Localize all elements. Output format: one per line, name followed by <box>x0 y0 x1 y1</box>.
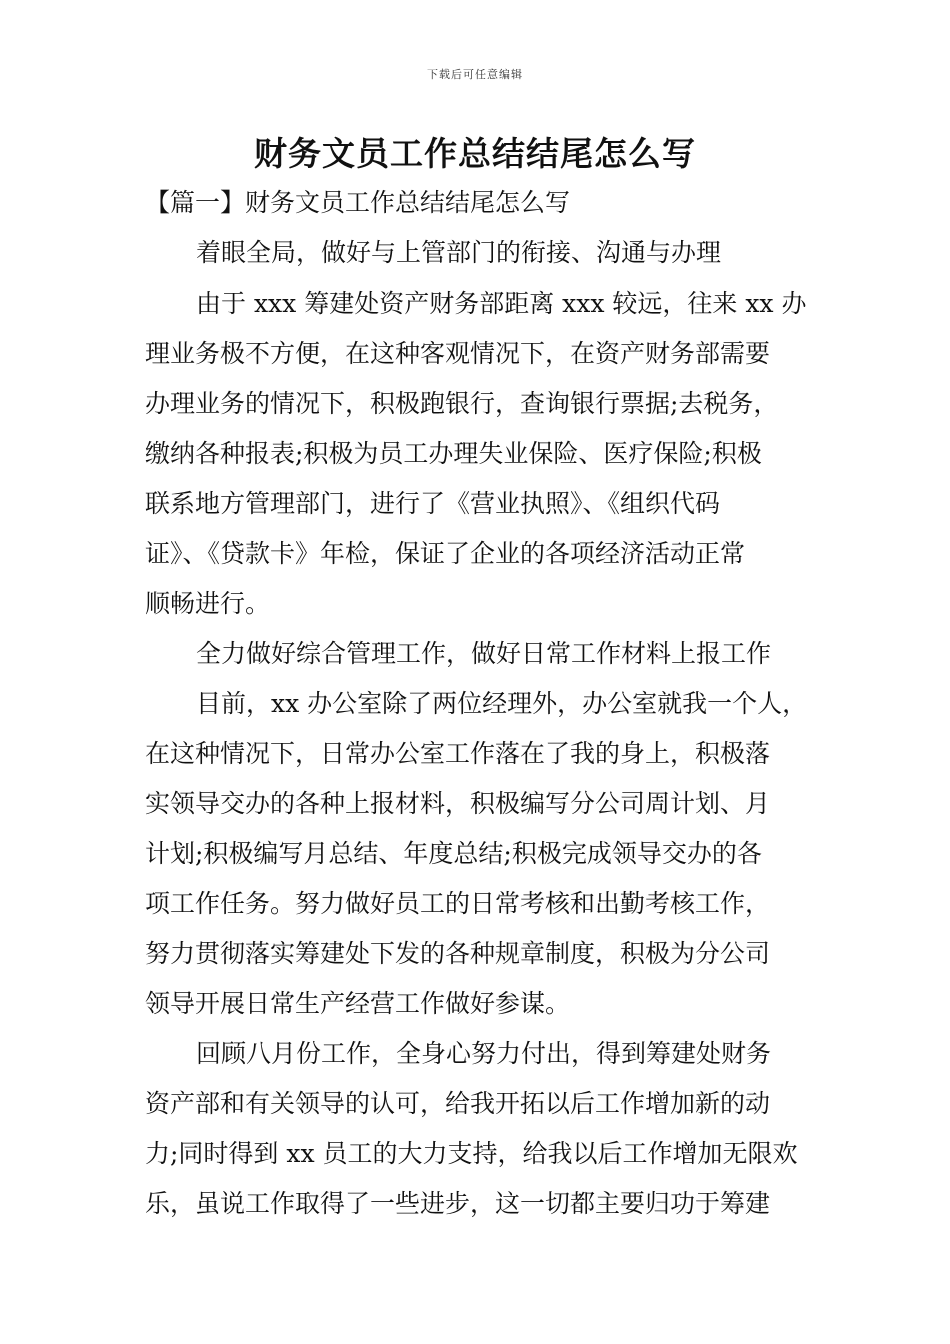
paragraph-line: 回顾八月份工作，全身心努力付出，得到筹建处财务 <box>196 1039 772 1068</box>
paragraph-line: 领导开展日常生产经营工作做好参谋。 <box>145 989 571 1018</box>
paragraph-line: 力;同时得到 xx 员工的大力支持，给我以后工作增加无限欢 <box>145 1139 798 1168</box>
paragraph-line: 联系地方管理部门，进行了《营业执照》、《组织代码 <box>145 489 721 518</box>
paragraph-line: 办理业务的情况下，积极跑银行，查询银行票据;去税务， <box>145 389 779 418</box>
paragraph-line: 计划;积极编写月总结、年度总结;积极完成领导交办的各 <box>145 839 762 868</box>
paragraph-line: 顺畅进行。 <box>145 589 271 618</box>
paragraph-line: 项工作任务。努力做好员工的日常考核和出勤考核工作， <box>145 889 771 918</box>
paragraph-line: 缴纳各种报表;积极为员工办理失业保险、医疗保险;积极 <box>145 439 762 468</box>
paragraph-line: 理业务极不方便，在这种客观情况下，在资产财务部需要 <box>145 339 771 368</box>
paragraph-line: 证》、《贷款卡》年检，保证了企业的各项经济活动正常 <box>145 539 746 568</box>
paragraph-line: 乐，虽说工作取得了一些进步，这一切都主要归功于筹建 <box>145 1189 771 1218</box>
paragraph-line: 全力做好综合管理工作，做好日常工作材料上报工作 <box>196 639 772 668</box>
paragraph-line: 资产部和有关领导的认可，给我开拓以后工作增加新的动 <box>145 1089 771 1118</box>
paragraph-line: 目前，xx 办公室除了两位经理外，办公室就我一个人， <box>196 689 808 718</box>
paragraph-line: 在这种情况下，日常办公室工作落在了我的身上，积极落 <box>145 739 771 768</box>
section-heading: 【篇一】财务文员工作总结结尾怎么写 <box>145 188 571 217</box>
paragraph-line: 实领导交办的各种上报材料，积极编写分公司周计划、月 <box>145 789 771 818</box>
document-title: 财务文员工作总结结尾怎么写 <box>254 134 696 173</box>
paragraph-line: 由于 xxx 筹建处资产财务部距离 xxx 较远，往来 xx 办 <box>196 289 807 318</box>
paragraph-line: 着眼全局，做好与上管部门的衔接、沟通与办理 <box>196 238 722 267</box>
paragraph-line: 努力贯彻落实筹建处下发的各种规章制度，积极为分公司 <box>145 939 771 968</box>
header-note: 下载后可任意编辑 <box>427 68 523 81</box>
